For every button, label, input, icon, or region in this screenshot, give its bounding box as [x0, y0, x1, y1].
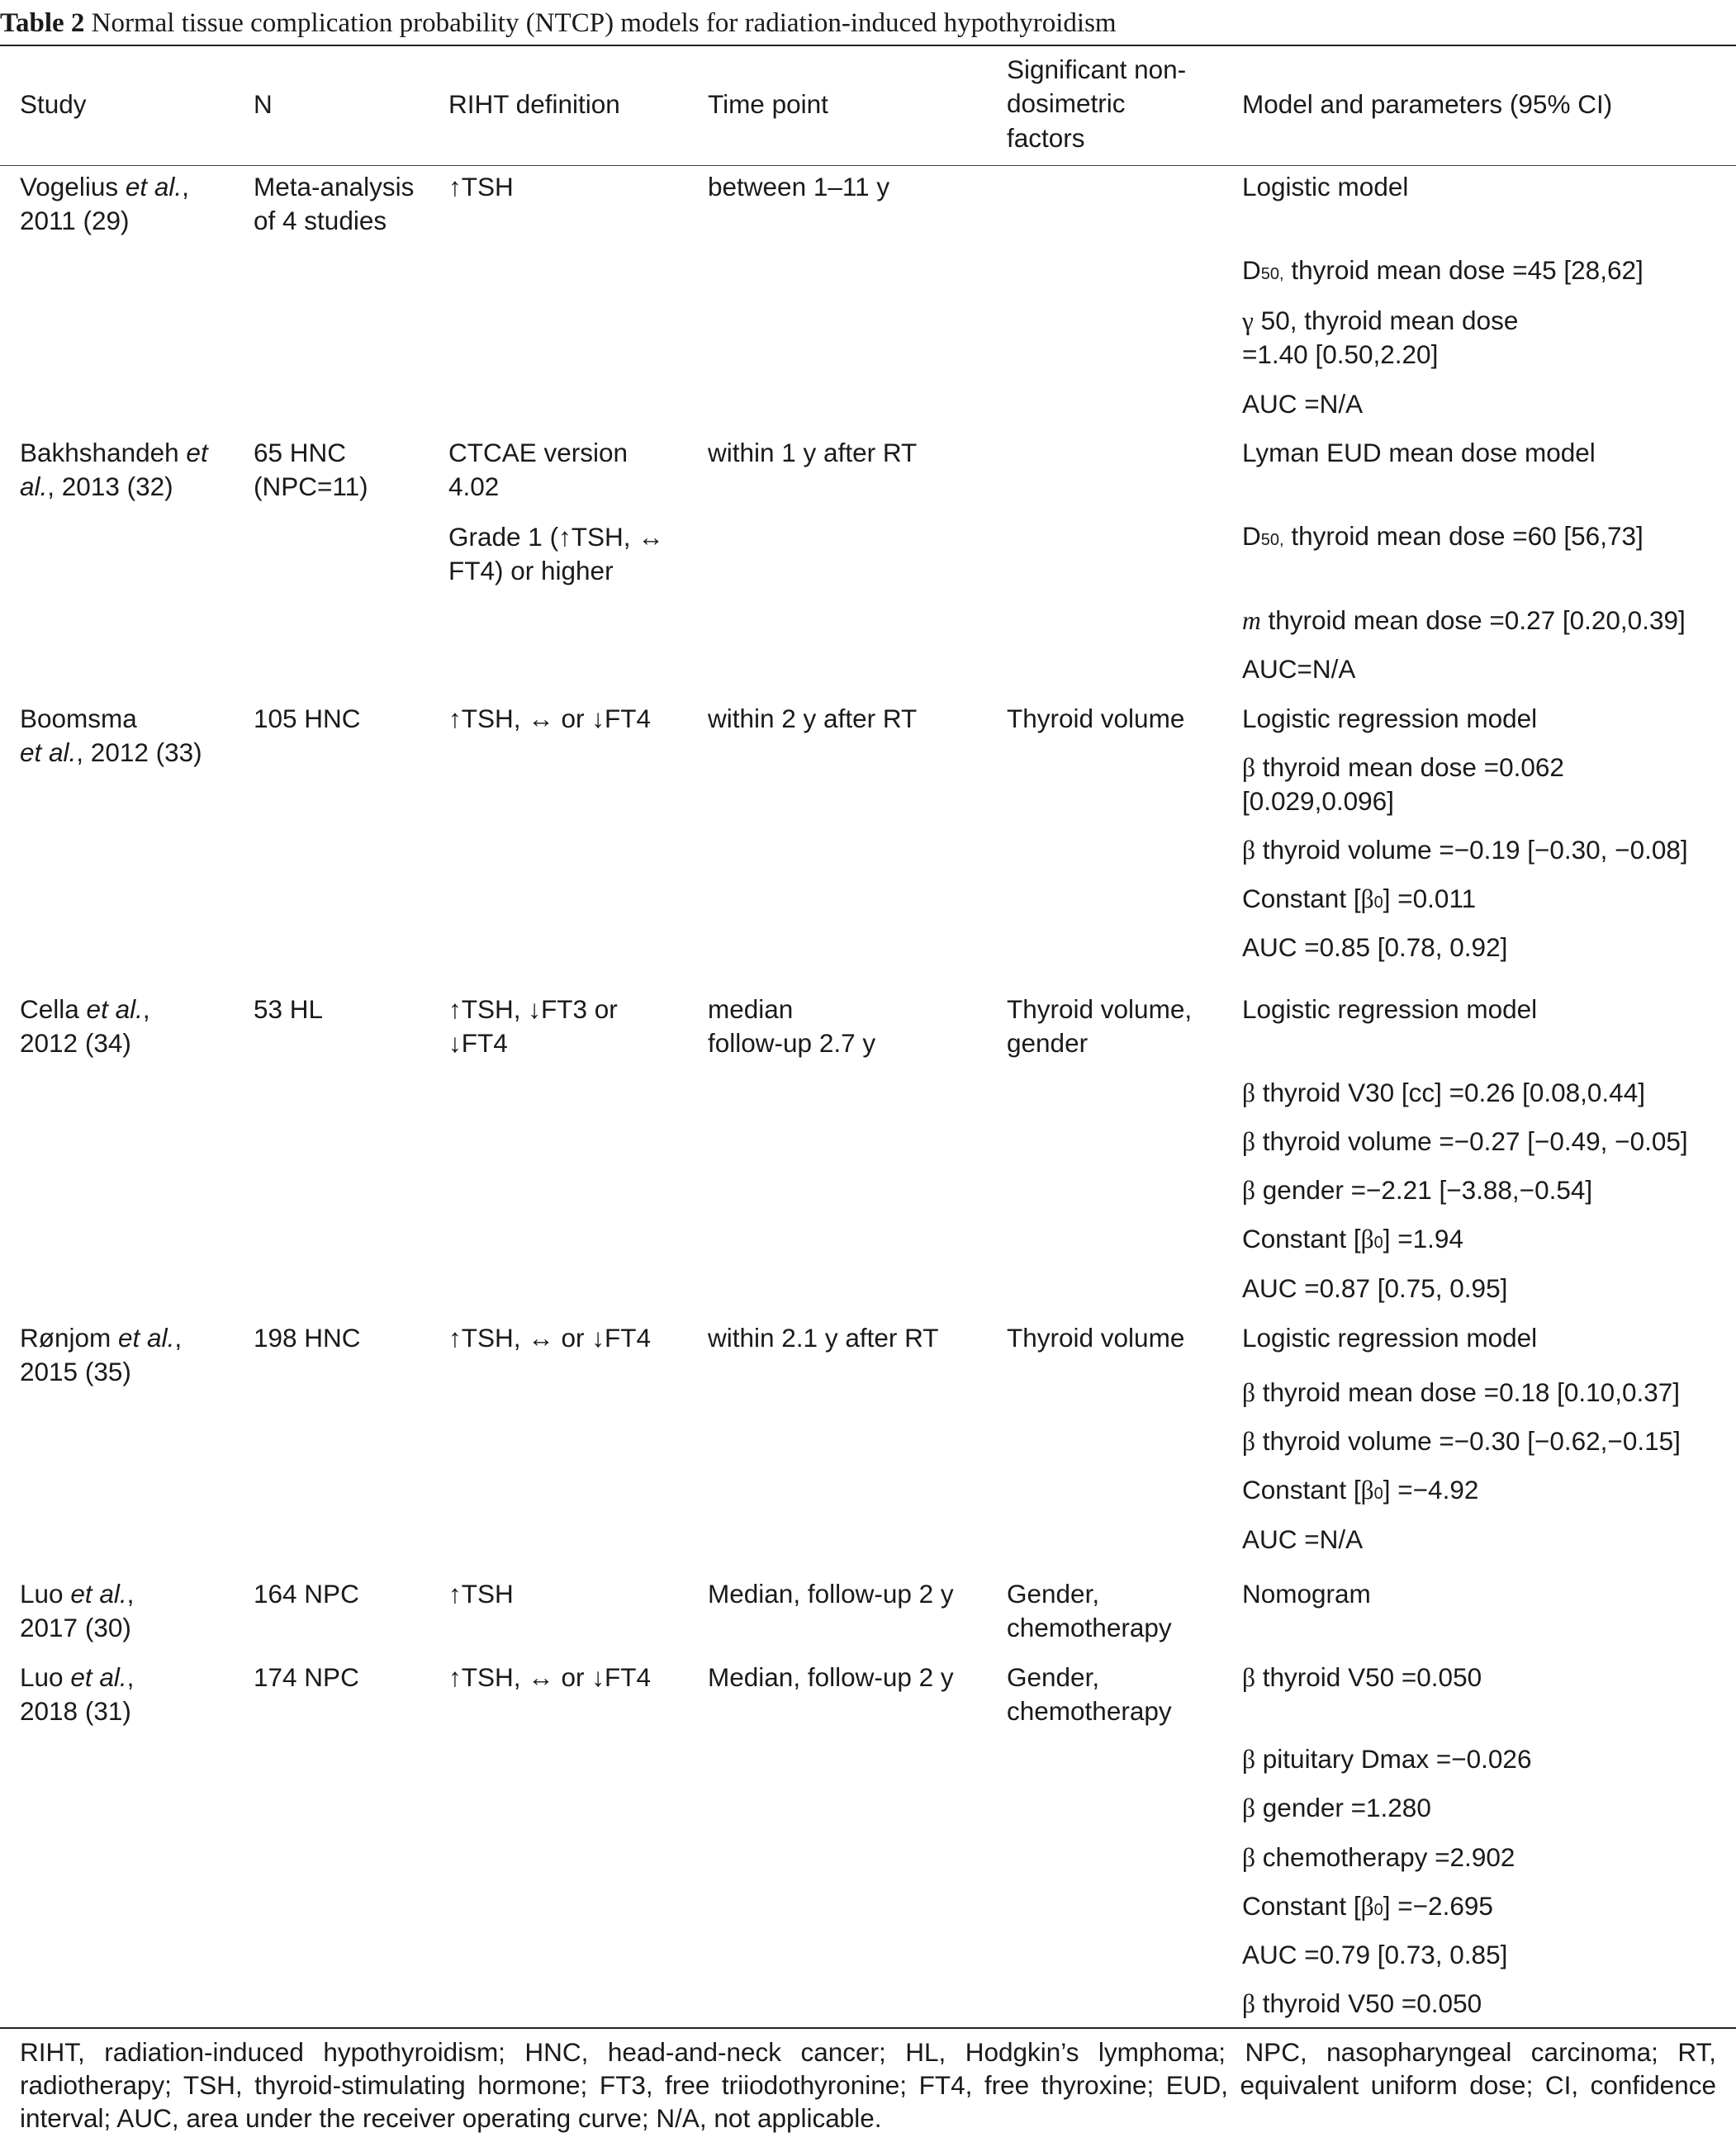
cell-study: [20, 1577, 134, 1611]
model-line: [1242, 1424, 1681, 1458]
cell-time: Median, follow-up 2 y: [708, 1662, 954, 1692]
cell-n-2: of 4 studies: [254, 206, 387, 235]
cell-riht-4: FT4) or higher: [448, 556, 614, 585]
model-line: AUC=N/A: [1242, 654, 1356, 684]
param-text: Constant [: [1242, 884, 1361, 913]
model-line: Logistic regression model: [1242, 1323, 1538, 1353]
study-etal: et al.: [86, 994, 143, 1024]
symbol: β: [1242, 836, 1256, 865]
study-comma: ,: [126, 1579, 135, 1609]
model-line: AUC =0.87 [0.75, 0.95]: [1242, 1273, 1508, 1303]
param-text: thyroid V50 =0.050: [1255, 1988, 1482, 2018]
table-title: Normal tissue complication probability (NTCP) models for radiation-induced hypothyroidism: [91, 8, 1117, 38]
cell-riht: ↑TSH: [448, 1579, 514, 1609]
model-line: [0.029,0.096]: [1242, 786, 1394, 816]
cell-riht-2: 4.02: [448, 472, 500, 501]
param-text: chemotherapy =2.902: [1255, 1842, 1515, 1872]
cell-study-year: [20, 470, 173, 504]
cell-n: 174 NPC: [254, 1662, 359, 1692]
symbol: β: [1360, 1892, 1374, 1921]
subscript: 0: [1373, 1234, 1383, 1252]
symbol: β: [1360, 884, 1374, 913]
symbol: β: [1242, 1127, 1256, 1156]
study-author: Luo: [20, 1579, 71, 1609]
symbol: β: [1360, 1225, 1374, 1253]
param-text: 50, thyroid mean dose: [1253, 306, 1519, 335]
study-etal: et al.: [118, 1323, 175, 1353]
study-etal: et al.: [125, 172, 183, 201]
symbol: γ: [1242, 306, 1254, 335]
param-text: thyroid mean dose =45 [28,62]: [1283, 255, 1644, 285]
cell-n: 105 HNC: [254, 704, 361, 733]
model-line: [1242, 1661, 1482, 1694]
model-line: [1242, 1742, 1531, 1776]
cell-factors: Gender,: [1007, 1579, 1100, 1609]
header-study: Study: [20, 89, 87, 119]
subscript: 0: [1373, 893, 1383, 912]
cell-study: [20, 993, 150, 1026]
model-line: [1242, 882, 1476, 920]
param-text: thyroid volume =−0.30 [−0.62,−0.15]: [1255, 1426, 1681, 1456]
model-line: AUC =N/A: [1242, 1524, 1364, 1554]
symbol: D: [1242, 521, 1261, 551]
model-line: [1242, 604, 1686, 637]
model-line: [1242, 1791, 1431, 1825]
header-factors-1: Significant non-: [1007, 54, 1187, 84]
symbol: β: [1242, 1378, 1256, 1407]
study-author: Vogelius: [20, 172, 126, 201]
model-line: [1242, 1125, 1688, 1159]
param-text: pituitary Dmax =−0.026: [1255, 1744, 1532, 1774]
cell-time: within 2.1 y after RT: [708, 1323, 939, 1353]
table-label: Table 2: [0, 8, 85, 38]
param-text: ] =−4.92: [1383, 1475, 1479, 1505]
symbol: β: [1242, 1078, 1256, 1107]
model-line: [1242, 254, 1644, 291]
symbol: β: [1242, 1176, 1256, 1205]
cell-study: [20, 170, 189, 204]
subscript: 50,: [1260, 531, 1284, 549]
model-line: Logistic model: [1242, 172, 1409, 201]
study-comma: ,: [126, 1662, 135, 1692]
param-text: thyroid mean dose =60 [56,73]: [1283, 521, 1644, 551]
subscript: 0: [1373, 1485, 1383, 1503]
model-line: [1242, 1173, 1592, 1207]
header-factors-3: factors: [1007, 123, 1085, 153]
model-line: [1242, 1222, 1463, 1260]
param-text: gender =−2.21 [−3.88,−0.54]: [1255, 1175, 1593, 1205]
model-line: [1242, 751, 1564, 784]
header-factors-2: dosimetric: [1007, 88, 1126, 118]
study-author: Cella: [20, 994, 87, 1024]
cell-n: Meta-analysis: [254, 172, 415, 201]
study-comma: ,: [174, 1323, 183, 1353]
study-etal: et: [186, 438, 208, 467]
model-line: Logistic regression model: [1242, 994, 1538, 1024]
cell-riht: CTCAE version: [448, 438, 628, 467]
study-author: Bakhshandeh: [20, 438, 187, 467]
cell-study-year: 2011 (29): [20, 206, 130, 235]
param-text: Constant [: [1242, 1475, 1361, 1505]
symbol: β: [1242, 1745, 1256, 1774]
model-line: [1242, 1841, 1515, 1874]
param-text: thyroid V30 [cc] =0.26 [0.08,0.44]: [1255, 1078, 1645, 1107]
study-etal: et al.: [20, 737, 77, 767]
cell-study-year: 2012 (34): [20, 1028, 131, 1058]
study-year: , 2012 (33): [76, 737, 202, 767]
cell-factors-2: chemotherapy: [1007, 1696, 1172, 1726]
cell-factors-2: chemotherapy: [1007, 1613, 1172, 1642]
study-comma: ,: [182, 172, 189, 201]
symbol: β: [1242, 1794, 1256, 1822]
model-line: Nomogram: [1242, 1579, 1371, 1609]
model-line: AUC =0.79 [0.73, 0.85]: [1242, 1940, 1508, 1969]
cell-factors: Thyroid volume: [1007, 704, 1185, 733]
header-model: Model and parameters (95% CI): [1242, 89, 1613, 119]
cell-riht-3: Grade 1 (↑TSH, ↔: [448, 522, 664, 552]
model-line: Logistic regression model: [1242, 704, 1538, 733]
symbol: β: [1242, 753, 1256, 782]
top-rule: [0, 45, 1736, 46]
cell-study: [20, 1661, 134, 1694]
model-line: AUC =N/A: [1242, 389, 1364, 419]
study-comma: ,: [142, 994, 150, 1024]
study-etal: al.: [20, 472, 48, 501]
header-riht: RIHT definition: [448, 89, 620, 119]
param-text: thyroid mean dose =0.062: [1255, 752, 1564, 782]
param-text: thyroid mean dose =0.27 [0.20,0.39]: [1260, 605, 1686, 635]
cell-riht: ↑TSH, ↔ or ↓FT4: [448, 704, 652, 733]
cell-study-year: 2017 (30): [20, 1613, 131, 1642]
study-author: Luo: [20, 1662, 71, 1692]
param-text: thyroid mean dose =0.18 [0.10,0.37]: [1255, 1377, 1681, 1407]
subscript: 0: [1373, 1901, 1383, 1919]
header-n: N: [254, 89, 273, 119]
cell-factors: Gender,: [1007, 1662, 1100, 1692]
model-line: =1.40 [0.50,2.20]: [1242, 339, 1439, 369]
cell-study: Boomsma: [20, 704, 137, 733]
header-time: Time point: [708, 89, 828, 119]
cell-n: 53 HL: [254, 994, 324, 1024]
param-text: ] =−2.695: [1383, 1891, 1493, 1921]
symbol: β: [1242, 1843, 1256, 1872]
cell-n: 164 NPC: [254, 1579, 359, 1609]
table-caption: [0, 3, 1736, 43]
study-etal: et al.: [70, 1662, 127, 1692]
cell-riht: ↑TSH, ↓FT3 or: [448, 994, 618, 1024]
symbol: m: [1242, 606, 1261, 635]
cell-factors-2: gender: [1007, 1028, 1089, 1058]
cell-time: within 2 y after RT: [708, 704, 918, 733]
study-author: Rønjom: [20, 1323, 119, 1353]
cell-n: 65 HNC: [254, 438, 347, 467]
param-text: Constant [: [1242, 1891, 1361, 1921]
model-line: [1242, 1376, 1680, 1410]
cell-time: Median, follow-up 2 y: [708, 1579, 954, 1609]
cell-time: within 1 y after RT: [708, 438, 918, 467]
param-text: ] =0.011: [1383, 884, 1477, 913]
model-line: Lyman EUD mean dose model: [1242, 438, 1596, 467]
param-text: thyroid volume =−0.19 [−0.30, −0.08]: [1255, 835, 1688, 865]
cell-study: [20, 1321, 182, 1355]
cell-n: 198 HNC: [254, 1323, 361, 1353]
model-line: [1242, 1076, 1645, 1110]
study-etal: et al.: [70, 1579, 127, 1609]
cell-time: median: [708, 994, 794, 1024]
model-line: [1242, 1889, 1493, 1927]
symbol: β: [1242, 1989, 1256, 2018]
symbol: D: [1242, 255, 1261, 285]
cell-riht-2: ↓FT4: [448, 1028, 508, 1058]
cell-study-year: 2018 (31): [20, 1696, 131, 1726]
model-line: [1242, 1987, 1482, 2021]
symbol: β: [1242, 1427, 1256, 1456]
cell-study: [20, 436, 208, 470]
cell-factors: Thyroid volume: [1007, 1323, 1185, 1353]
cell-riht: ↑TSH, ↔ or ↓FT4: [448, 1662, 652, 1692]
cell-n-2: (NPC=11): [254, 472, 368, 501]
param-text: thyroid volume =−0.27 [−0.49, −0.05]: [1255, 1126, 1688, 1156]
cell-time-2: follow-up 2.7 y: [708, 1028, 876, 1058]
model-line: [1242, 1473, 1478, 1511]
cell-riht: ↑TSH: [448, 172, 514, 201]
cell-time: between 1–11 y: [708, 172, 890, 201]
symbol: β: [1242, 1663, 1256, 1692]
study-year: , 2013 (32): [47, 472, 173, 501]
bottom-rule: [0, 2027, 1736, 2029]
param-text: gender =1.280: [1255, 1793, 1431, 1822]
cell-study-year: [20, 736, 202, 770]
model-line: [1242, 304, 1518, 338]
model-line: [1242, 833, 1688, 867]
cell-factors: Thyroid volume,: [1007, 994, 1193, 1024]
param-text: ] =1.94: [1383, 1224, 1463, 1253]
cell-study-year: 2015 (35): [20, 1357, 131, 1386]
symbol: β: [1360, 1476, 1374, 1505]
model-line: [1242, 519, 1644, 557]
table-footnote: RIHT, radiation-induced hypothyroidism; HNC, head-and-neck cancer; HL, Hodgkin’s lymphoma; NPC, nasopharyngeal carcinoma; RT, radiotherapy; TSH, thyroid-stimulating hormone; FT3, free triiodothyronine; FT4, free thyroxine; EUD, equivalent uniform dose; CI, confidence interval; AUC, area under the receiver operating curve; N/A, not applicable.: [20, 2037, 1716, 2133]
param-text: thyroid V50 =0.050: [1255, 1662, 1482, 1692]
header-rule: [0, 165, 1736, 166]
param-text: Constant [: [1242, 1224, 1361, 1253]
model-line: AUC =0.85 [0.78, 0.92]: [1242, 932, 1508, 962]
subscript: 50,: [1260, 265, 1284, 283]
cell-riht: ↑TSH, ↔ or ↓FT4: [448, 1323, 652, 1353]
